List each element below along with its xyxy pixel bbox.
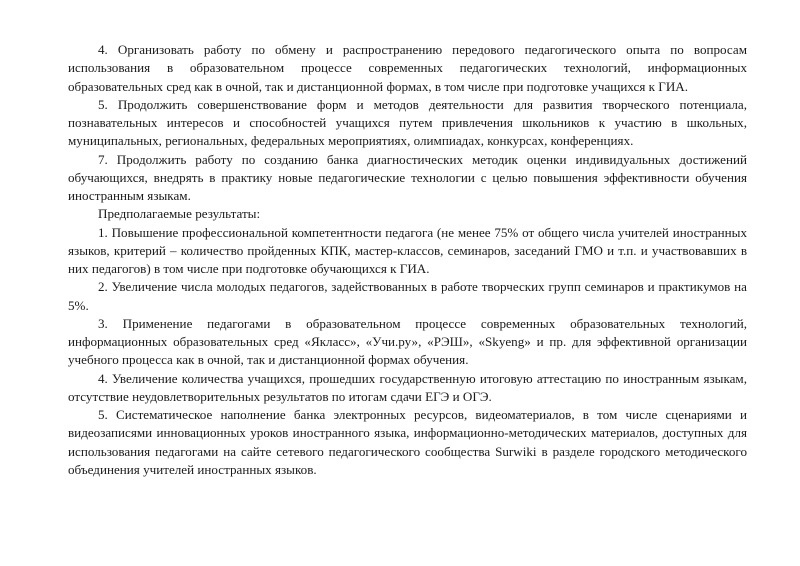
paragraph-goal-5: 5. Продолжить совершенствование форм и методов деятельности для развития творческого потенциала, познавательных интересов и способностей учащихся путем привлечения школьников к участию в школьных, муниципальных, региональных, федеральных мероприятиях, олимпиадах, конкурсах, конференциях. <box>68 96 747 149</box>
results-heading: Предполагаемые результаты: <box>98 206 261 222</box>
document-page <box>68 41 747 479</box>
paragraph-result-2: 2. Увеличение числа молодых педагогов, задействованных в работе творческих групп семинаров и практикумов на 5%. <box>68 279 747 313</box>
paragraph-result-4: 4. Увеличение количества учащихся, прошедших государственную итоговую аттестацию по иностранным языкам, отсутствие неудовлетворительных результатов по итогам сдачи ЕГЭ и ОГЭ. <box>68 370 747 404</box>
paragraph-result-5: 5. Систематическое наполнение банка электронных ресурсов, видеоматериалов, в том числе сценариями и видеозаписями инновационных уроков иностранного языка, информационно-методических материалов, доступных для использования педагогами на сайте сетевого педагогического сообщества Surwiki в разделе городского методического объединения учителей иностранных языков. <box>68 407 747 477</box>
paragraph-result-3: 3. Применение педагогами в образовательном процессе современных образовательных технологий, информационных образовательных сред «Якласс», «Учи.ру», «РЭШ», «Skyeng» и пр. для эффективной организации учебного процесса как в очной, так и дистанционной формах обучения. <box>68 315 747 368</box>
paragraph-goal-7: 7. Продолжить работу по созданию банка диагностических методик оценки индивидуальных достижений обучающихся, внедрять в практику новые педагогические технологии с целью повышения эффективности обучения иностранным языкам. <box>68 151 747 203</box>
paragraph-result-1: 1. Повышение профессиональной компетентности педагога (не менее 75% от общего числа учителей иностранных языков, критерий – количество пройденных КПК, мастер-классов, семинаров, заседаний ГМО и т.п. и участвовавших в них педагогов) в том числе при подготовке обучающихся к ГИА. <box>68 224 747 276</box>
paragraph-goal-4: 4. Организовать работу по обмену и распространению передового педагогического опыта по вопросам использования в образовательном процессе современных педагогических технологий, информационных образовательных сред как в очной, так и дистанционной формах, в том числе при подготовке учащихся к ГИА. <box>68 42 747 94</box>
